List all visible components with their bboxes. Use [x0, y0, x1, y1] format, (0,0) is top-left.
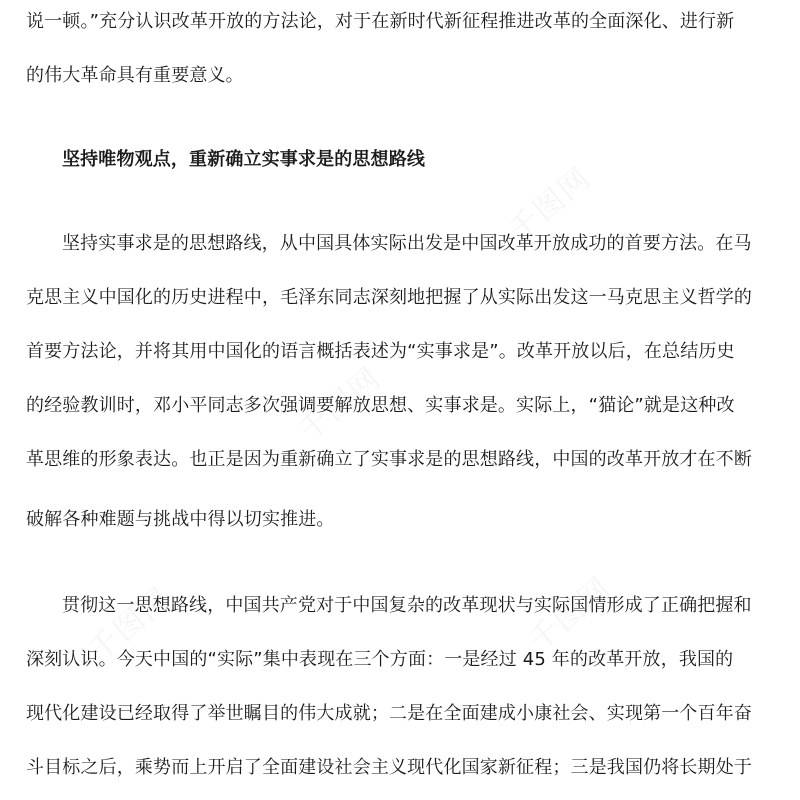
- body-text-line: 深刻认识。今天中国的“实际”集中表现在三个方面：一是经过 45 年的改革开放，我国的: [26, 649, 734, 670]
- body-text-line: 说一顿。”充分认识改革开放的方法论，对于在新时代新征程推进改革的全面深化、进行新: [26, 11, 735, 32]
- watermark: 千图网: [502, 160, 599, 249]
- section-heading: 坚持唯物观点，重新确立实事求是的思想路线: [62, 149, 425, 170]
- body-text-line: 破解各种难题与挑战中得以切实推进。: [26, 509, 335, 530]
- watermark: 千图网: [82, 580, 179, 669]
- body-text-line: 斗目标之后，乘势而上开启了全面建设社会主义现代化国家新征程；三是我国仍将长期处于: [26, 757, 752, 778]
- body-text-line: 克思主义中国化的历史进程中，毛泽东同志深刻地把握了从实际出发这一马克思主义哲学的: [26, 287, 752, 308]
- body-text-line: 现代化建设已经取得了举世瞩目的伟大成就；二是在全面建成小康社会、实现第一个百年奋: [26, 703, 752, 724]
- body-text-line: 首要方法论，并将其用中国化的语言概括表述为“实事求是”。改革开放以后，在总结历史: [26, 341, 735, 362]
- body-text-line: 的经验教训时，邓小平同志多次强调要解放思想、实事求是。实际上，“猫论”就是这种改: [26, 395, 735, 416]
- body-text-line: 的伟大革命具有重要意义。: [26, 65, 244, 86]
- watermark: 千图网: [522, 570, 619, 659]
- body-text-line: 坚持实事求是的思想路线，从中国具体实际出发是中国改革开放成功的首要方法。在马: [62, 233, 752, 254]
- watermark: 千图网: [292, 360, 389, 449]
- body-text-line: 贯彻这一思想路线，中国共产党对于中国复杂的改革现状与实际国情形成了正确把握和: [62, 595, 752, 616]
- body-text-line: 革思维的形象表达。也正是因为重新确立了实事求是的思想路线，中国的改革开放才在不断: [26, 449, 752, 470]
